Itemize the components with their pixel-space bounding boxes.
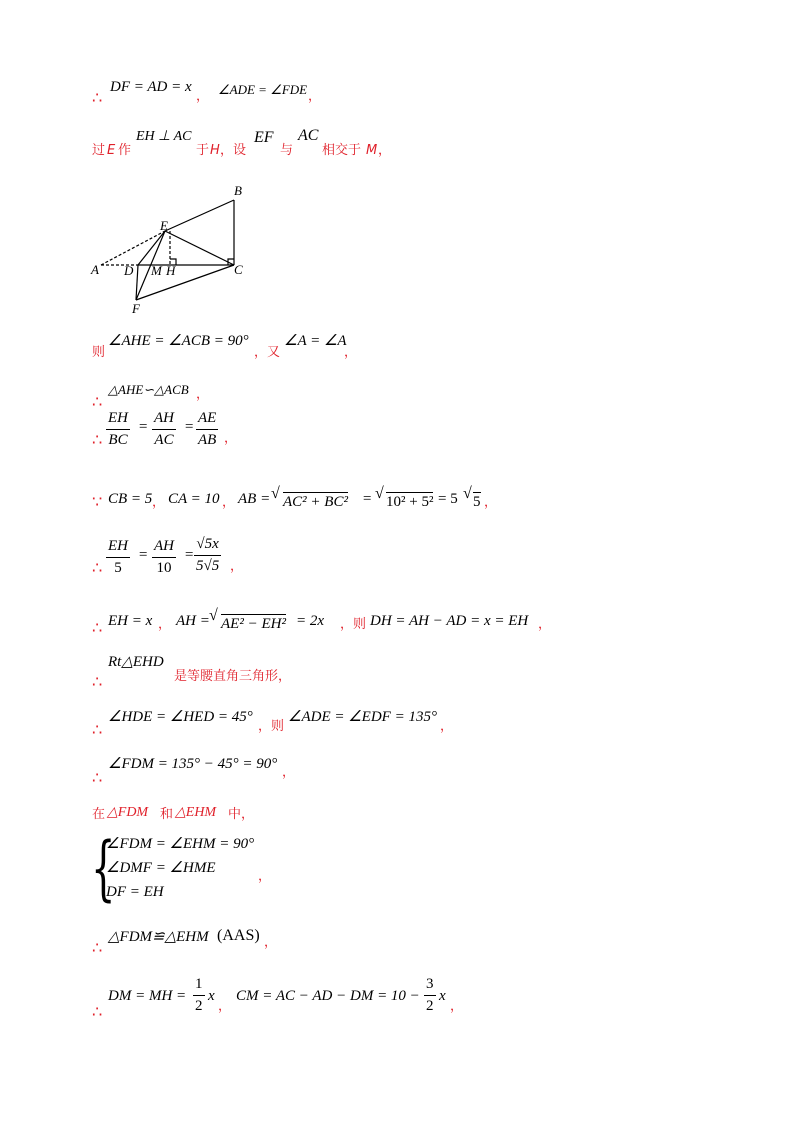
system-row-1: ∠FDM = ∠EHM = 90°: [106, 836, 255, 852]
comma: ，: [484, 495, 498, 510]
equation-2x: = 2x: [296, 613, 325, 629]
equation-dh: DH = AH − AD = x = EH: [370, 613, 529, 629]
sqrt-radicand-five: 5: [473, 494, 481, 510]
equation-df-ad: DF = AD = x: [110, 79, 192, 95]
equation-eh-perp-ac: EH ⊥ AC: [136, 129, 192, 144]
equals-sign: =: [184, 547, 195, 563]
text-zai: 在: [92, 807, 106, 822]
triangle-ehm: △EHM: [175, 805, 217, 820]
variable-x: x: [439, 988, 446, 1004]
segment-ae-dashed: [101, 231, 165, 265]
text-xiangjiaoyu: 相交于: [322, 143, 362, 158]
equation-ac: AC: [298, 127, 319, 144]
therefore-symbol: ∴: [92, 392, 103, 411]
comma: ，: [158, 617, 172, 632]
fraction-eh-5: $\frac{EH}{5}$: [108, 538, 128, 576]
comma: ，: [258, 869, 272, 884]
comma: ，: [440, 719, 454, 734]
label-c: C: [234, 262, 243, 277]
equation-angle-ade: ∠ADE = ∠FDE: [218, 82, 308, 97]
text-you: ，又: [254, 345, 281, 360]
comma: ，: [450, 999, 464, 1014]
equals-sign: =: [362, 491, 373, 507]
label-d: D: [124, 263, 134, 278]
left-brace: {: [91, 827, 116, 909]
comma: ，: [196, 387, 210, 402]
equation-ab-label: AB =: [238, 491, 271, 507]
equation-rt-ehd: Rt△EHD: [108, 654, 164, 670]
geometry-figure: [88, 180, 258, 320]
label-m: M: [151, 263, 162, 278]
text-e: E: [107, 143, 116, 158]
sqrt-sign: √: [463, 485, 472, 502]
text-isosceles-right-triangle: 是等腰直角三角形，: [174, 669, 292, 684]
comma: ，: [538, 617, 552, 632]
therefore-symbol: ∴: [92, 1002, 103, 1021]
text-ze: ，则: [258, 719, 285, 734]
label-e: E: [160, 218, 168, 233]
equation-ah-label: AH =: [176, 613, 210, 629]
text-zhong: 中，: [228, 807, 255, 822]
system-row-2: ∠DMF = ∠HME: [106, 860, 216, 876]
fraction-ah-10: $\frac{AH}{10}$: [154, 538, 174, 576]
sqrt-sign: √: [375, 485, 384, 502]
text-h: H: [210, 143, 220, 158]
equation-ca: CA = 10: [168, 491, 220, 507]
because-symbol: ∵: [92, 492, 103, 511]
sqrt-radicand-numbers: 10² + 5²: [386, 494, 434, 510]
therefore-symbol: ∴: [92, 558, 103, 577]
equation-dm-mh: DM = MH =: [108, 988, 187, 1004]
text-zuo: 作: [118, 143, 132, 158]
label-a: A: [91, 262, 99, 277]
variable-x: x: [208, 988, 215, 1004]
comma: ，: [218, 999, 232, 1014]
comma: ，: [196, 89, 210, 104]
comma: ，: [224, 431, 238, 446]
comma: ，: [222, 495, 236, 510]
equation-angle-a: ∠A = ∠A: [284, 333, 347, 349]
therefore-symbol: ∴: [92, 618, 103, 637]
text-m: M: [366, 143, 378, 158]
therefore-symbol: ∴: [92, 768, 103, 787]
equation-ef: EF: [254, 129, 274, 146]
therefore-symbol: ∴: [92, 430, 103, 449]
equation-similar-triangles: △AHE∽△ACB: [108, 382, 189, 397]
system-row-3: DF = EH: [106, 884, 164, 900]
text-yu2: 与: [280, 143, 294, 158]
label-h: H: [166, 263, 176, 278]
text-guo: 过: [92, 143, 106, 158]
text-she: ，设: [220, 143, 247, 158]
equation-congruent: △FDM≌△EHM: [108, 929, 209, 945]
therefore-symbol: ∴: [92, 938, 103, 957]
triangle-fdm: △FDM: [107, 805, 149, 820]
comma: ，: [282, 765, 296, 780]
therefore-symbol: ∴: [92, 672, 103, 691]
label-f: F: [132, 301, 140, 316]
fraction-one-half: $\frac{1}{2}$: [195, 976, 203, 1014]
fraction-sqrt5x: $\frac{√5x}{5√5}$: [196, 536, 220, 574]
sqrt-sign: √: [271, 485, 280, 502]
therefore-symbol: ∴: [92, 720, 103, 739]
comma: ，: [230, 559, 244, 574]
segment-ec: [165, 231, 234, 265]
comma: ，: [152, 495, 166, 510]
fraction-ae-ab: $\frac{AE}{AB}$: [198, 410, 217, 448]
equals-sign: =: [138, 419, 149, 435]
equation-hde-hed: ∠HDE = ∠HED = 45°: [108, 709, 253, 725]
sqrt-radicand-ae-eh: AE² − EH²: [221, 616, 286, 632]
comma: ，: [264, 935, 278, 950]
equals-sign: =: [138, 547, 149, 563]
equation-fdm: ∠FDM = 135° − 45° = 90°: [108, 756, 278, 772]
fraction-ah-ac: $\frac{AH}{AC}$: [154, 410, 174, 448]
equation-angle-ahe-acb: ∠AHE = ∠ACB = 90°: [108, 333, 249, 349]
equation-cm: CM = AC − AD − DM = 10 −: [236, 988, 420, 1004]
text-yu: 于: [196, 143, 210, 158]
sqrt-radicand-ac-bc: AC² + BC²: [283, 494, 348, 510]
aas-reason: (AAS): [217, 927, 260, 944]
equation-cb: CB = 5: [108, 491, 153, 507]
sqrt-sign: √: [209, 607, 218, 624]
segment-ed: [138, 231, 165, 265]
comma: ，: [308, 89, 322, 104]
fraction-three-halves: $\frac{3}{2}$: [426, 976, 434, 1014]
fraction-eh-bc: $\frac{EH}{BC}$: [108, 410, 128, 448]
comma: ，: [378, 143, 392, 158]
comma: ，: [344, 345, 358, 360]
equals-five: = 5: [438, 491, 458, 507]
text-ze: 则: [92, 345, 106, 360]
segment-eb: [165, 200, 234, 231]
label-b: B: [234, 183, 242, 198]
text-ze: ，则: [340, 617, 367, 632]
text-he: 和: [160, 807, 174, 822]
therefore-symbol: ∴: [92, 88, 103, 107]
equation-ade-edf: ∠ADE = ∠EDF = 135°: [288, 709, 437, 725]
equation-eh-x: EH = x: [108, 613, 153, 629]
equals-sign: =: [184, 419, 195, 435]
